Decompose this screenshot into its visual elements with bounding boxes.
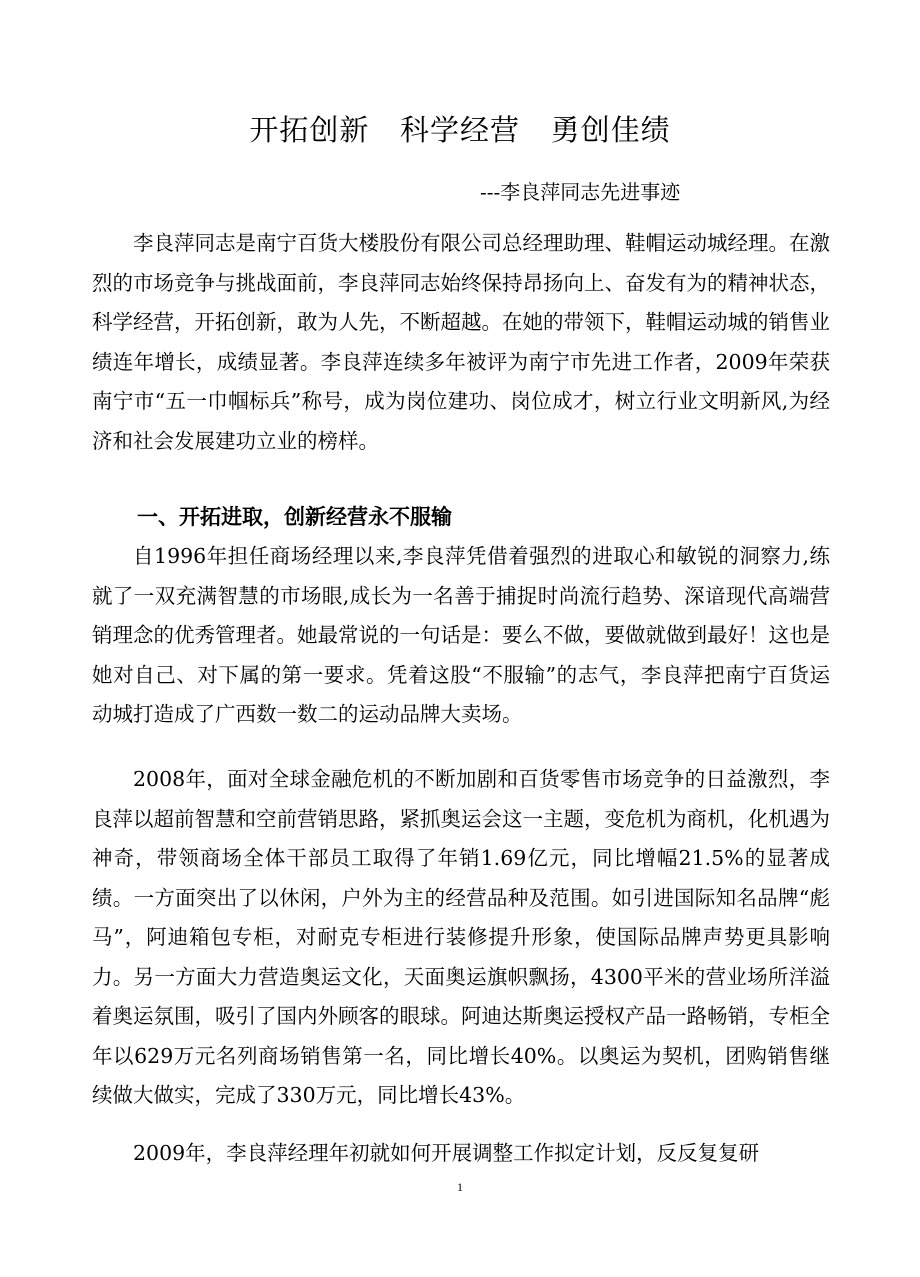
section-heading: 一、开拓进取，创新经营永不服输 [137,505,452,529]
body-paragraph: 自1996年担任商场经理以来,李良萍凭借着强烈的进取心和敏锐的洞察力,练就了一双充满智慧的市场眼,成长为一名善于捕捉时尚流行趋势、深谙现代高端营销理念的优秀管理者。她最常说的一句话是：要么不做，要做就做到最好！这也是她对自己、对下属的第一要求。凭着这股“不服输”的志气，李良萍把南宁百货运动城打造成了广西数一数二的运动品牌大卖场。 [92,544,830,726]
document-subtitle: ---李良萍同志先进事迹 [480,180,681,204]
document-title: 开拓创新 科学经营 勇创佳绩 [249,113,671,147]
intro-paragraph: 李良萍同志是南宁百货大楼股份有限公司总经理助理、鞋帽运动城经理。在激烈的市场竞争与挑战面前，李良萍同志始终保持昂扬向上、奋发有为的精神状态，科学经营，开拓创新，敢为人先，不断超越。在她的带领下，鞋帽运动城的销售业绩连年增长，成绩显著。李良萍连续多年被评为南宁市先进工作者，2009年荣获南宁市“五一巾帼标兵”称号，成为岗位建功、岗位成才，树立行业文明新风,为经济和社会发展建功立业的榜样。 [92,231,830,453]
page-number: 1 [457,1180,463,1194]
body-paragraph: 2008年，面对全球金融危机的不断加剧和百货零售市场竞争的日益激烈，李良萍以超前智慧和空前营销思路，紧抓奥运会这一主题，变危机为商机，化机遇为神奇，带领商场全体干部员工取得了年销1.69亿元，同比增幅21.5%的显著成绩。一方面突出了以休闲，户外为主的经营品种及范围。如引进国际知名品牌“彪马”，阿迪箱包专柜，对耐克专柜进行装修提升形象，使国际品牌声势更具影响力。另一方面大力营造奥运文化，天面奥运旗帜飘扬，4300平米的营业场所洋溢着奥运氛围，吸引了国内外顾客的眼球。阿迪达斯奥运授权产品一路畅销，专柜全年以629万元名列商场销售第一名，同比增长40%。以奥运为契机，团购销售继续做大做实，完成了330万元，同比增长43%。 [92,767,830,1107]
body-paragraph: 2009年，李良萍经理年初就如何开展调整工作拟定计划，反反复复研 [133,1141,760,1165]
